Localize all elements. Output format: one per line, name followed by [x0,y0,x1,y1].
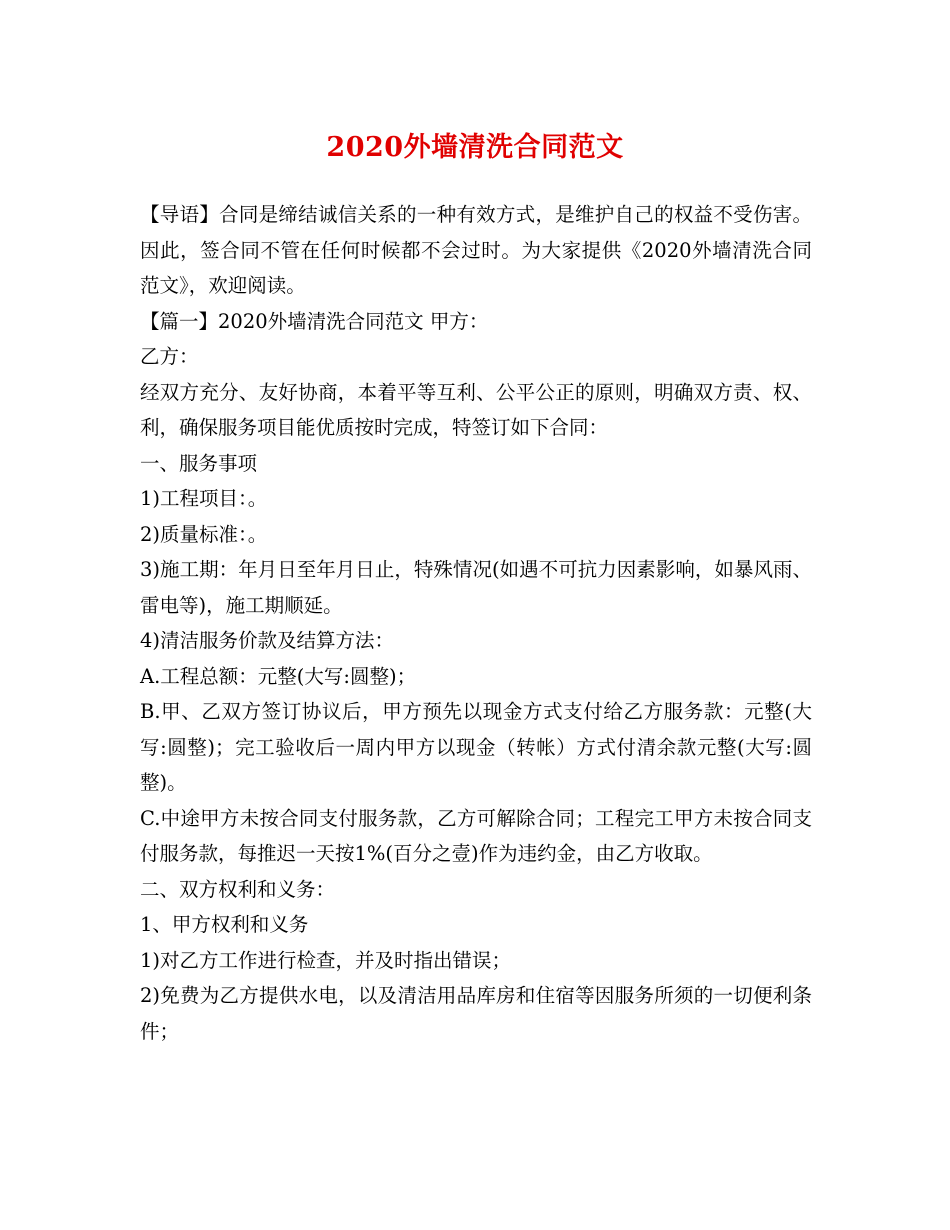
paragraph-preamble: 经双方充分、友好协商，本着平等互利、公平公正的原则，明确双方责、权、利，确保服务项目能优质按时完成，特签订如下合同： [140,380,812,439]
paragraph-quality: 2)质量标准：。 [140,522,268,546]
paragraph-service-heading: 一、服务事项 [140,451,258,475]
paragraph-payment: B.甲、乙双方签订协议后，甲方预先以现金方式支付给乙方服务款：元整(大写:圆整)；完工验收后一周内甲方以现金（转帐）方式付清余款元整(大写:圆整)。 [140,700,812,794]
document-title: 2020外墙清洗合同范文 [326,132,624,163]
paragraph-project: 1)工程项目：。 [140,487,268,510]
paragraph-schedule: 3)施工期：年月日至年月日止，特殊情况(如遇不可抗力因素影响，如暴风雨、雷电等)，施工期顺延。 [140,558,812,617]
paragraph-intro: 【导语】合同是缔结诚信关系的一种有效方式，是维护自己的权益不受伤害。因此，签合同不管在任何时候都不会过时。为大家提供《2020外墙清洗合同范文》，欢迎阅读。 [140,203,812,297]
paragraph-facilities: 2)免费为乙方提供水电，以及清洁用品库房和住宿等因服务所须的一切便利条件； [140,984,812,1043]
paragraph-total: A.工程总额：元整(大写:圆整)； [140,664,417,688]
document-body [140,197,812,1049]
paragraph-party-a-heading: 1、甲方权利和义务 [140,913,309,936]
paragraph-section-one-heading: 【篇一】2020外墙清洗合同范文 甲方： [140,309,489,333]
paragraph-party-b: 乙方： [140,345,199,368]
paragraph-rights-heading: 二、双方权利和义务： [140,877,336,901]
paragraph-pricing-heading: 4)清洁服务价款及结算方法： [140,629,395,652]
paragraph-penalty: C.中途甲方未按合同支付服务款，乙方可解除合同；工程完工甲方未按合同支付服务款，每推迟一天按1%(百分之壹)作为违约金，由乙方收取。 [140,806,812,865]
paragraph-inspection: 1)对乙方工作进行检查，并及时指出错误； [140,948,512,972]
